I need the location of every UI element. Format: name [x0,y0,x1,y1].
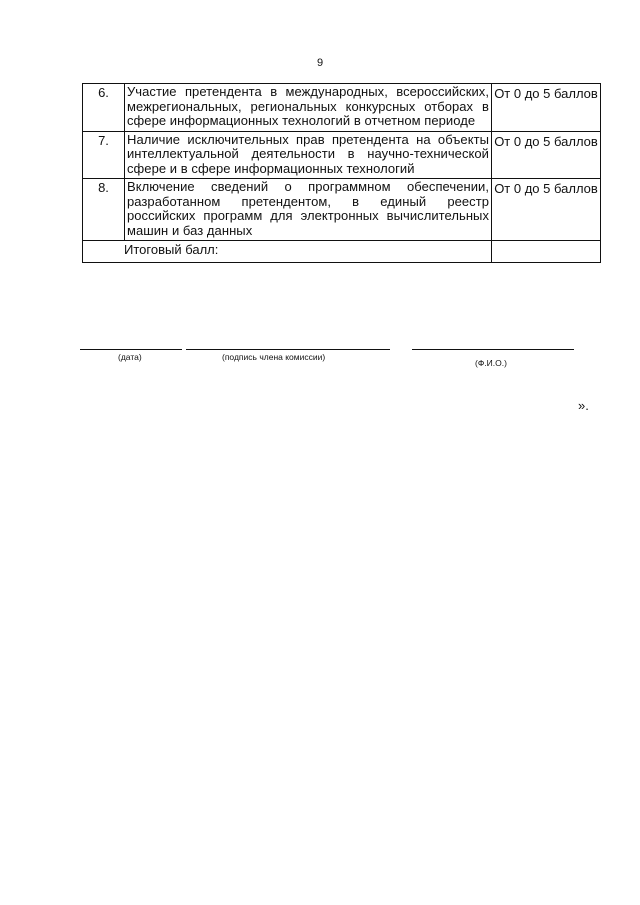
criterion-text: Участие претендента в международных, всероссийских, межрегиональных, региональных конкурсных отборах в сфере информационных технологий в отчетном периоде [125,84,492,132]
table-row [83,131,601,179]
criterion-text: Включение сведений о программном обеспечении, разработанном претендентом, в единый реестр российских программ для электронных вычислительных машин и баз данных [125,179,492,241]
signature-line [186,349,390,350]
criteria-table [82,83,601,263]
page-number: 9 [316,57,324,69]
score-range: От 0 до 5 баллов [492,131,601,179]
row-number: 6. [83,84,125,132]
total-value [492,241,601,263]
total-row [83,241,601,263]
criterion-text: Наличие исключительных прав претендента на объекты интеллектуальной деятельности в научно-технической сфере и в сфере информационных технологий [125,131,492,179]
date-caption: (дата) [118,352,142,362]
name-caption: (Ф.И.О.) [475,358,507,368]
date-line [80,349,182,350]
score-range: От 0 до 5 баллов [492,179,601,241]
name-line [412,349,574,350]
row-number: 8. [83,179,125,241]
table-row [83,179,601,241]
score-range: От 0 до 5 баллов [492,84,601,132]
signature-caption: (подпись члена комиссии) [222,352,326,362]
row-number: 7. [83,131,125,179]
closing-quote-mark: ». [578,398,589,413]
table-row [83,84,601,132]
total-label: Итоговый балл: [83,241,492,263]
